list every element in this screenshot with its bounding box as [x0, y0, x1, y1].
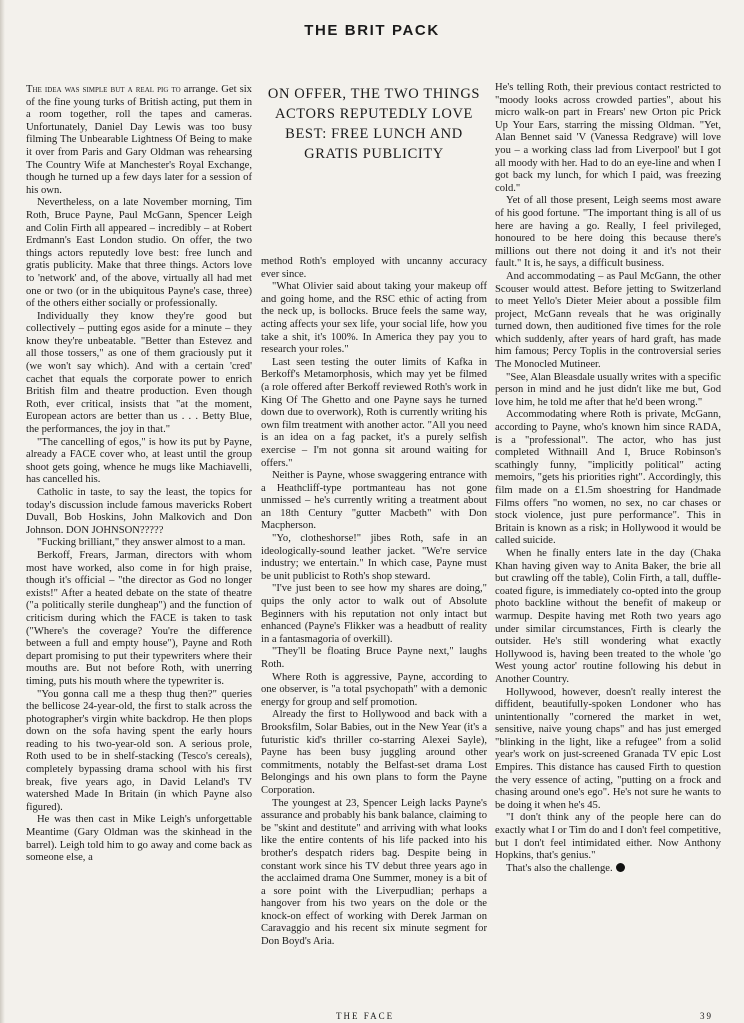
paragraph-text: method Roth's employed with uncanny accuracy ever since.	[261, 256, 487, 280]
paragraph-text: "I've just been to see how my shares are doing," quips the only actor to walk out of Absolute Beginners with his reputation not only intact but enhanced (Payne's Flikker was a headbutt of reality in a fantasmagoria of overkill).	[261, 583, 487, 645]
lead-in-smallcaps: The idea was simple but a real pig to	[26, 84, 181, 95]
paragraph	[261, 256, 487, 281]
paragraph	[261, 470, 487, 533]
paragraph	[495, 82, 721, 195]
paragraph-text: Already the first to Hollywood and back with a Brooksfilm, Solar Babies, out in the New Year (it's a futuristic kid's thriller co-starring Alexei Sayle), Payne has been busy juggling around other commitments, notably the Belfast-set drama Lost Belongings and his own plans to form the Payne Corporation.	[261, 709, 487, 796]
page-binding-shadow	[0, 0, 5, 1023]
paragraph-text: Individually they know they're good but collectively – putting egos aside for a minute – they know they're unbeatable. "Better than Estevez and all those tossers," as one of them graciously put it (we won't say which). And with a certain 'cred' cachet that equals the corporate power to enrich British film and theatre production. Even though Roth, ever critical, insists that "at the moment, European actors are better than us . . . Betty Blue, the performances, the joy in that."	[26, 310, 252, 436]
footer-page-number: 39	[700, 1011, 713, 1021]
paragraph	[26, 197, 252, 310]
paragraph	[495, 195, 721, 271]
article-column-3	[495, 82, 721, 875]
paragraph-text: "I don't think any of the people here can do exactly what I or Tim do and I don't feel competitive, but I don't feel intimidated either. Now Anthony Hopkins, that's genius."	[495, 812, 721, 862]
paragraph	[26, 689, 252, 815]
paragraph	[495, 409, 721, 548]
paragraph	[261, 798, 487, 949]
paragraph	[495, 372, 721, 410]
paragraph-text: And accommodating – as Paul McGann, the other Scouser would attest. Before jetting to Switzerland to meet Yello's Dieter Meier about a possible film project, McGann reveals that he was originally turned down, then auditioned five times for the role which suddenly, after years of hard graft, has made him famous; Percy Toplis in the controversial series The Monocled Mutineer.	[495, 270, 721, 371]
paragraph	[261, 583, 487, 646]
paragraph-text: "Fucking brilliant," they answer almost to a man.	[37, 537, 246, 549]
article-header: THE BRIT PACK	[304, 22, 440, 39]
paragraph	[261, 357, 487, 470]
paragraph-text: Neither is Payne, whose swaggering entrance with a Heathcliff-type portmanteau has not gone unmissed – he's currently writing a treatment about an 18th Century "gutter Macbeth" with Don Macpherson.	[261, 470, 487, 532]
paragraph-text: Berkoff, Frears, Jarman, directors with whom most have worked, also come in for high praise, though it's official – "the director as God no longer exists!" After a heated debate on the state of theatre ("a politically sterile dungheap") and the function of criticism during which the FACE is taken to task ("Where's the coverage? You're the difference between a full and empty house"), Payne and Roth depart promising to put their typewriters where their mouths are. But not before Roth, with unerring timing, puts his mouth where the typewriter is.	[26, 549, 252, 687]
paragraph	[261, 281, 487, 357]
paragraph-text: Catholic in taste, to say the least, the topics for today's discussion include famous mavericks Robert Duvall, Bob Hoskins, John Malkovich and Don Johnson. DON JOHNSON?????	[26, 487, 252, 536]
paragraph-text: arrange. Get six of the fine young turks of British acting, put them in a room together, roll the tapes and cameras. Unfortunately, Daniel Day Lewis was too busy filming The Unbearable Lightness Of Being to make it over from Paris and Gary Oldman was rehearsing The Country Wife at Manchester's Royal Exchange, though he turned up a few days later for a session of his own.	[26, 84, 252, 196]
paragraph	[26, 814, 252, 864]
paragraph	[495, 812, 721, 862]
paragraph-text: He was then cast in Mike Leigh's unforgettable Meantime (Gary Oldman was the skinhead in the barrel). Leigh told him to go away and come back as someone else, a	[26, 814, 252, 864]
paragraph	[26, 550, 252, 689]
paragraph	[261, 533, 487, 583]
paragraph-text: "See, Alan Bleasdale usually writes with a specific person in mind and he just didn't like me but, God love him, he told me after that he'd been wrong."	[495, 371, 721, 408]
paragraph	[495, 687, 721, 813]
footer-magazine-name: THE FACE	[336, 1011, 395, 1021]
paragraph-text: Yet of all those present, Leigh seems most aware of his good fortune. "The important thing is all of us here are having a go. Really, I feel privileged, honoured to be here doing this because there's millions out there not doing it and it's not their fault." It is, he says, a difficult business.	[495, 195, 721, 270]
paragraph-text: The youngest at 23, Spencer Leigh lacks Payne's assurance and probably his bank balance, claiming to be "skint and destitute" and arriving with what looks like the entire contents of his life packed into his brother's despatch riders bag. Despite being in constant work since his TV debut three years ago in the acclaimed drama One Summer, money is a bit of a sore point with the Liverpudlian; perhaps a hangover from his two years on the dole or the knock-on effect of working with Derek Jarman on Caravaggio and his recent six minute segment for Don Boyd's Aria.	[261, 797, 487, 948]
paragraph-text: He's telling Roth, their previous contact restricted to "moody looks across crowded parties", about his micro walk-on part in Frears' new Orton pic Prick Up Your Ears, starring the missing Oldman. "Yet, Alan Bennet said 'V (Vanessa Redgrave) will love you – a working class lad from Liverpool' but I got all moody with her. Had to do an eye-line and when I got back my lunch, for which I paid, was freezing cold."	[495, 82, 721, 194]
article-column-2	[261, 256, 487, 949]
paragraph-text: Accommodating where Roth is private, McGann, according to Payne, who's known him since RADA, is a "professional". The actor, who has just completed Withnaill And I, Bruce Robinson's scathingly funny, "implicitly political" acting memoirs, "gets his priorities right". Accordingly, this film made on a £1.5m shoestring for Handmade Films offers "no women, no sex, no car chases or stock violence, just pure performance". This in Britain is known as a risk; in Hollywood it would be called suicide.	[495, 409, 721, 547]
paragraph	[495, 548, 721, 687]
paragraph	[495, 863, 721, 876]
paragraph-text: When he finally enters late in the day (Chaka Khan having given way to Anita Baker, the brie all but crawling off the table), Colin Firth, a tall, duffle-coated figure, is immediately co-opted into the group photo backline without the benefit of makeup or warmup. Despite having met Roth two years ago under similar circumstances, Firth is clearly the outsider. He's still wondering what exactly Hollywood is, having been treated to the whole 'go West young actor' routine following his debut in Another Country.	[495, 547, 721, 685]
paragraph	[26, 437, 252, 487]
paragraph-text: Where Roth is aggressive, Payne, according to one observer, is "a total psychopath" with a demonic energy for group and self promotion.	[261, 671, 487, 708]
paragraph	[26, 311, 252, 437]
paragraph	[495, 271, 721, 372]
paragraph-text: "The cancelling of egos," is how its put by Payne, already a FACE cover who, at least until the group shoot gets going, whence he mugs like Machiavelli, has cancelled his.	[26, 436, 252, 486]
paragraph	[261, 646, 487, 671]
paragraph-text: "They'll be floating Bruce Payne next," laughs Roth.	[261, 646, 487, 670]
paragraph-text: Nevertheless, on a late November morning, Tim Roth, Bruce Payne, Paul McGann, Spencer Leigh and Colin Firth all appeared – incredibly – at Robert Erdmann's East London studio. On offer, the two things actors reputedly love best: free lunch and gratis publicity. Make that three things. Actors love to 'network' and, of the above, virtually all had met one or two (or in the ubiquitous Payne's case, three) of the others either socially or professionally.	[26, 197, 252, 310]
article-column-1	[26, 84, 252, 865]
paragraph-text: Last seen testing the outer limits of Kafka in Berkoff's Metamorphosis, which may yet be filmed (a role offered after Berkoff reviewed Roth's work in King Of The Ghetto and one Payne says he turned down due to overwork), Roth is currently writing his own film treatment with another actor. "All you need is an idea on a fag packet, it's a purely selfish exercise – I'm not gonna sit around waiting for offers."	[261, 356, 487, 469]
paragraph	[261, 672, 487, 710]
paragraph	[26, 537, 252, 550]
paragraph-text: "You gonna call me a thesp thug then?" queries the bellicose 24-year-old, the first to stalk across the photographer's virgin white backdrop. He then plops down on the sofa having spent the early hours reading to his two-year-old son. A serious prole, Roth used to be in shelf-stacking (Tesco's cereals), completely bypassing drama school with his first break, five years ago, in David Leland's TV watershed Made In Britain (in which Payne also figured).	[26, 688, 252, 813]
paragraph-text: Hollywood, however, doesn't really interest the diffident, beautifully-spoken Londoner who has unintentionally "cornered the market in wet, sensitive, naive young chaps" and has just emerged "blinking in the light, like a refugee" from a solid year's work on just-screened Granada TV epic Lost Empires. This distance has caused Firth to question the very essence of acting, "putting on a frock and chasing around one's ego". He's not sure he wants to be doing it when he's 45.	[495, 686, 721, 811]
pull-quote: ON OFFER, THE TWO THINGS ACTORS REPUTEDLY LOVE BEST: FREE LUNCH AND GRATIS PUBLICITY	[267, 86, 481, 162]
end-of-article-bullet-icon	[616, 863, 625, 872]
paragraph	[26, 487, 252, 537]
paragraph	[26, 84, 252, 197]
paragraph-text: "Yo, clotheshorse!" jibes Roth, safe in an ideologically-sound leather jacket. "We're service industry; we entertain." In which case, Payne must be unit publicist to Roth's shop steward.	[261, 533, 487, 582]
paragraph-text: That's also the challenge.	[506, 862, 613, 874]
paragraph-text: "What Olivier said about taking your makeup off and going home, and the RSC ethic of acting from the neck up, is bollocks. Bruce feels the same way, acting affects your sex life, your social life, how you take a shit, it's 100%. In America they pay you to research your roles."	[261, 281, 487, 356]
paragraph	[261, 709, 487, 797]
